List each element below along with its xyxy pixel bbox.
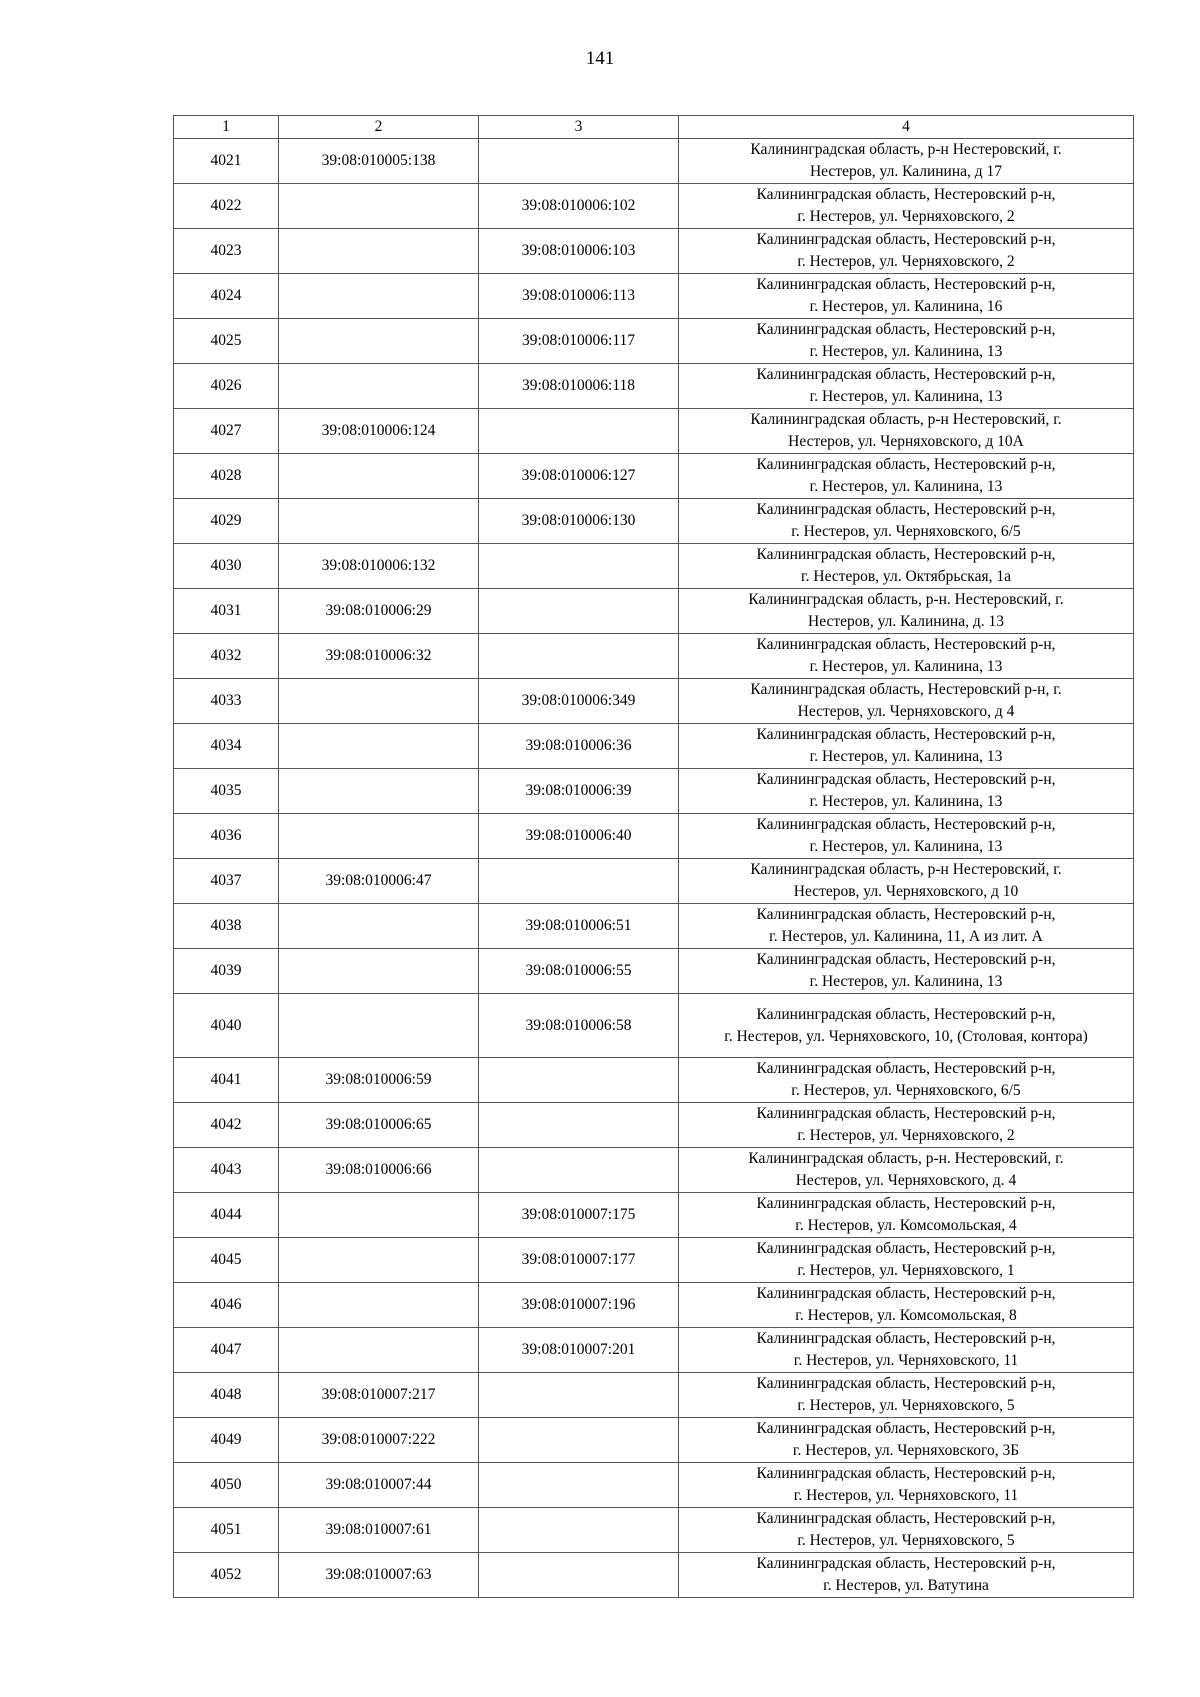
address-line: г. Нестеров, ул. Черняховского, 6/5 (791, 1082, 1021, 1099)
address-line: Калининградская область, Нестеровский р-н, (756, 1005, 1056, 1023)
related-cadastral-number-cell (479, 1418, 679, 1463)
cadastral-number-cell: 39:08:010007:61 (279, 1508, 479, 1553)
address-line: Калининградская область, Нестеровский р-н, (756, 1195, 1056, 1212)
address-line: г. Нестеров, ул. Черняховского, 3Б (792, 1442, 1020, 1459)
address-line: г. Нестеров, ул. Калинина, 13 (809, 973, 1003, 990)
cadastral-number-cell: 39:08:010007:63 (279, 1553, 479, 1598)
cadastral-number-cell: 39:08:010007:222 (279, 1418, 479, 1463)
header-row (174, 116, 1134, 139)
address-line: Калининградская область, Нестеровский р-н, (756, 771, 1056, 788)
cadastral-number-cell (279, 904, 479, 949)
address-line: г. Нестеров, ул. Калинина, 13 (809, 793, 1003, 810)
address-cell (679, 1373, 1134, 1418)
table-row (174, 949, 1134, 994)
table-row (174, 634, 1134, 679)
address-line: г. Нестеров, ул. Черняховского, 11 (793, 1487, 1019, 1504)
related-cadastral-number-cell (479, 544, 679, 589)
related-cadastral-number-cell: 39:08:010006:36 (479, 724, 679, 769)
row-number-cell: 4037 (174, 859, 279, 904)
related-cadastral-number-cell: 39:08:010007:177 (479, 1238, 679, 1283)
cadastral-number-cell (279, 769, 479, 814)
row-number-cell: 4049 (174, 1418, 279, 1463)
cadastral-number-cell: 39:08:010007:217 (279, 1373, 479, 1418)
row-number-cell: 4029 (174, 499, 279, 544)
address-cell (679, 679, 1134, 724)
table-row (174, 454, 1134, 499)
address-line: Калининградская область, р-н. Нестеровский, г. (748, 591, 1064, 608)
address-line: Калининградская область, Нестеровский р-н, (756, 1060, 1056, 1077)
cadastral-number-cell (279, 1193, 479, 1238)
cadastral-number-cell (279, 229, 479, 274)
table-row (174, 814, 1134, 859)
address-line: г. Нестеров, ул. Комсомольская, 8 (795, 1307, 1017, 1324)
address-cell (679, 229, 1134, 274)
address-line: Калининградская область, Нестеровский р-н, (756, 951, 1056, 968)
related-cadastral-number-cell (479, 1553, 679, 1598)
address-line: Нестеров, ул. Черняховского, д. 4 (795, 1172, 1017, 1189)
cadastral-number-cell: 39:08:010006:47 (279, 859, 479, 904)
table-body (174, 139, 1134, 1598)
related-cadastral-number-cell: 39:08:010007:196 (479, 1283, 679, 1328)
address-line: Нестеров, ул. Черняховского, д 4 (797, 703, 1015, 720)
related-cadastral-number-cell (479, 1058, 679, 1103)
cadastral-number-cell (279, 364, 479, 409)
row-number-cell: 4036 (174, 814, 279, 859)
address-line: Нестеров, ул. Черняховского, д 10А (788, 433, 1024, 450)
cadastral-number-cell (279, 454, 479, 499)
address-cell (679, 1103, 1134, 1148)
address-line: г. Нестеров, ул. Черняховского, 6/5 (791, 523, 1021, 540)
related-cadastral-number-cell: 39:08:010006:51 (479, 904, 679, 949)
address-line: Калининградская область, Нестеровский р-н, (756, 276, 1056, 293)
row-number-cell: 4045 (174, 1238, 279, 1283)
address-cell (679, 409, 1134, 454)
row-number-cell: 4046 (174, 1283, 279, 1328)
address-cell (679, 499, 1134, 544)
related-cadastral-number-cell: 39:08:010006:349 (479, 679, 679, 724)
address-cell (679, 634, 1134, 679)
related-cadastral-number-cell: 39:08:010006:55 (479, 949, 679, 994)
address-cell (679, 1283, 1134, 1328)
table-row (174, 904, 1134, 949)
address-line: Калининградская область, Нестеровский р-н, (756, 1510, 1056, 1527)
address-cell (679, 274, 1134, 319)
cadastral-number-cell (279, 499, 479, 544)
table-row (174, 1193, 1134, 1238)
row-number-cell: 4027 (174, 409, 279, 454)
address-line: Калининградская область, Нестеровский р-н, (756, 906, 1056, 923)
address-line: Калининградская область, Нестеровский р-н, (756, 816, 1056, 833)
related-cadastral-number-cell: 39:08:010006:117 (479, 319, 679, 364)
address-cell (679, 1553, 1134, 1598)
row-number-cell: 4048 (174, 1373, 279, 1418)
address-line: Калининградская область, Нестеровский р-н, (756, 726, 1056, 743)
related-cadastral-number-cell: 39:08:010006:130 (479, 499, 679, 544)
table-row (174, 499, 1134, 544)
cadastral-number-cell: 39:08:010006:132 (279, 544, 479, 589)
address-line: Калининградская область, Нестеровский р-н, (756, 1420, 1056, 1437)
table-row (174, 1283, 1134, 1328)
row-number-cell: 4023 (174, 229, 279, 274)
page-number: 141 (585, 48, 615, 69)
table-row (174, 1238, 1134, 1283)
address-cell (679, 1058, 1134, 1103)
address-line: г. Нестеров, ул. Ватутина (823, 1577, 989, 1594)
row-number-cell: 4038 (174, 904, 279, 949)
related-cadastral-number-cell (479, 1508, 679, 1553)
related-cadastral-number-cell: 39:08:010006:103 (479, 229, 679, 274)
address-line: г. Нестеров, ул. Комсомольская, 4 (795, 1217, 1017, 1234)
related-cadastral-number-cell (479, 1103, 679, 1148)
row-number-cell: 4024 (174, 274, 279, 319)
table-row (174, 409, 1134, 454)
address-line: Нестеров, ул. Калинина, д 17 (809, 163, 1003, 180)
row-number-cell: 4030 (174, 544, 279, 589)
related-cadastral-number-cell: 39:08:010006:58 (479, 994, 679, 1058)
address-line: Калининградская область, Нестеровский р-н, (756, 546, 1056, 563)
address-line: Калининградская область, р-н Нестеровский, г. (750, 411, 1062, 428)
address-cell (679, 814, 1134, 859)
related-cadastral-number-cell: 39:08:010006:113 (479, 274, 679, 319)
table-row (174, 319, 1134, 364)
cadastral-number-cell: 39:08:010006:59 (279, 1058, 479, 1103)
column-header-3: 3 (479, 116, 679, 139)
table-row (174, 1058, 1134, 1103)
table-row (174, 364, 1134, 409)
address-line: Калининградская область, Нестеровский р-н, (756, 1465, 1056, 1482)
cadastral-number-cell (279, 1283, 479, 1328)
address-line: Калининградская область, Нестеровский р-н, (756, 366, 1056, 383)
related-cadastral-number-cell (479, 1148, 679, 1193)
cadastral-number-cell (279, 274, 479, 319)
row-number-cell: 4035 (174, 769, 279, 814)
table-row (174, 139, 1134, 184)
address-line: Калининградская область, Нестеровский р-н, (756, 1240, 1056, 1257)
table-row (174, 1148, 1134, 1193)
table-row (174, 1463, 1134, 1508)
row-number-cell: 4044 (174, 1193, 279, 1238)
address-line: г. Нестеров, ул. Черняховского, 1 (797, 1262, 1015, 1279)
cadastral-number-cell: 39:08:010006:65 (279, 1103, 479, 1148)
address-line: Калининградская область, Нестеровский р-н, (756, 1105, 1056, 1122)
address-line: г. Нестеров, ул. Октябрьская, 1а (801, 568, 1011, 585)
row-number-cell: 4033 (174, 679, 279, 724)
cadastral-number-cell (279, 679, 479, 724)
address-line: г. Нестеров, ул. Калинина, 13 (809, 838, 1003, 855)
column-header-2: 2 (279, 116, 479, 139)
address-line: г. Нестеров, ул. Калинина, 16 (809, 298, 1003, 315)
address-line: г. Нестеров, ул. Черняховского, 5 (797, 1397, 1015, 1414)
row-number-cell: 4052 (174, 1553, 279, 1598)
related-cadastral-number-cell: 39:08:010006:40 (479, 814, 679, 859)
address-line: г. Нестеров, ул. Черняховского, 2 (797, 1127, 1015, 1144)
table-row (174, 859, 1134, 904)
cadastral-number-cell: 39:08:010006:29 (279, 589, 479, 634)
column-header-1: 1 (174, 116, 279, 139)
table-row (174, 589, 1134, 634)
address-cell (679, 859, 1134, 904)
related-cadastral-number-cell (479, 859, 679, 904)
address-cell (679, 364, 1134, 409)
row-number-cell: 4028 (174, 454, 279, 499)
cadastral-number-cell (279, 724, 479, 769)
related-cadastral-number-cell (479, 1463, 679, 1508)
cadastral-number-cell: 39:08:010006:66 (279, 1148, 479, 1193)
address-line: г. Нестеров, ул. Черняховского, 2 (797, 253, 1015, 270)
address-line: Калининградская область, Нестеровский р-н, (756, 186, 1056, 203)
related-cadastral-number-cell (479, 589, 679, 634)
cadastral-number-cell (279, 184, 479, 229)
table-row (174, 1103, 1134, 1148)
address-cell (679, 769, 1134, 814)
row-number-cell: 4039 (174, 949, 279, 994)
address-cell (679, 544, 1134, 589)
row-number-cell: 4051 (174, 1508, 279, 1553)
table-row (174, 769, 1134, 814)
address-cell (679, 1238, 1134, 1283)
row-number-cell: 4047 (174, 1328, 279, 1373)
table-row (174, 994, 1134, 1058)
related-cadastral-number-cell: 39:08:010006:102 (479, 184, 679, 229)
address-line: Калининградская область, Нестеровский р-н, (756, 636, 1056, 653)
address-line: г. Нестеров, ул. Черняховского, 5 (797, 1532, 1015, 1549)
address-cell (679, 1148, 1134, 1193)
cadastral-number-cell: 39:08:010005:138 (279, 139, 479, 184)
column-header-4: 4 (679, 116, 1134, 139)
address-line: Калининградская область, Нестеровский р-н, (756, 1285, 1056, 1302)
address-cell (679, 1508, 1134, 1553)
address-cell (679, 1463, 1134, 1508)
registry-table (173, 115, 1134, 1598)
related-cadastral-number-cell (479, 139, 679, 184)
address-cell (679, 139, 1134, 184)
related-cadastral-number-cell: 39:08:010006:127 (479, 454, 679, 499)
table-row (174, 274, 1134, 319)
address-cell (679, 319, 1134, 364)
row-number-cell: 4050 (174, 1463, 279, 1508)
address-cell (679, 1328, 1134, 1373)
row-number-cell: 4026 (174, 364, 279, 409)
address-line: Калининградская область, р-н. Нестеровский, г. (748, 1150, 1064, 1167)
row-number-cell: 4040 (174, 994, 279, 1058)
cadastral-number-cell: 39:08:010006:32 (279, 634, 479, 679)
row-number-cell: 4022 (174, 184, 279, 229)
address-line: Калининградская область, Нестеровский р-н, (756, 1555, 1056, 1572)
table-row (174, 724, 1134, 769)
address-line: г. Нестеров, ул. Черняховского, 2 (797, 208, 1015, 225)
address-cell (679, 1193, 1134, 1238)
cadastral-number-cell (279, 994, 479, 1058)
table-row (174, 1553, 1134, 1598)
address-line: г. Нестеров, ул. Калинина, 13 (809, 478, 1003, 495)
address-line: г. Нестеров, ул. Калинина, 11, А из лит. А (769, 928, 1043, 945)
address-line: Калининградская область, Нестеровский р-н, (756, 231, 1056, 248)
address-line: Калининградская область, Нестеровский р-н, г. (750, 681, 1062, 698)
cadastral-number-cell (279, 1328, 479, 1373)
address-line: Калининградская область, Нестеровский р-н, (756, 321, 1056, 338)
cadastral-number-cell (279, 1238, 479, 1283)
related-cadastral-number-cell (479, 634, 679, 679)
cadastral-number-cell (279, 814, 479, 859)
related-cadastral-number-cell: 39:08:010007:175 (479, 1193, 679, 1238)
address-cell (679, 184, 1134, 229)
row-number-cell: 4032 (174, 634, 279, 679)
related-cadastral-number-cell: 39:08:010006:118 (479, 364, 679, 409)
related-cadastral-number-cell (479, 1373, 679, 1418)
table-header (174, 116, 1134, 139)
address-line: Нестеров, ул. Калинина, д. 13 (808, 613, 1004, 630)
row-number-cell: 4034 (174, 724, 279, 769)
address-line: Калининградская область, р-н Нестеровский, г. (750, 141, 1062, 158)
row-number-cell: 4025 (174, 319, 279, 364)
address-line: г. Нестеров, ул. Черняховского, 11 (793, 1352, 1019, 1369)
address-line: Калининградская область, Нестеровский р-н, (756, 1375, 1056, 1392)
address-line: г. Нестеров, ул. Калинина, 13 (809, 748, 1003, 765)
cadastral-number-cell (279, 319, 479, 364)
cadastral-number-cell: 39:08:010007:44 (279, 1463, 479, 1508)
address-line: Калининградская область, Нестеровский р-н, (756, 501, 1056, 518)
address-line: г. Нестеров, ул. Калинина, 13 (809, 388, 1003, 405)
row-number-cell: 4021 (174, 139, 279, 184)
address-line: г. Нестеров, ул. Калинина, 13 (809, 658, 1003, 675)
cadastral-number-cell (279, 949, 479, 994)
related-cadastral-number-cell: 39:08:010006:39 (479, 769, 679, 814)
table-row (174, 1508, 1134, 1553)
address-cell (679, 904, 1134, 949)
related-cadastral-number-cell (479, 409, 679, 454)
address-cell (679, 949, 1134, 994)
address-cell (679, 1418, 1134, 1463)
address-line: Калининградская область, Нестеровский р-н, (756, 456, 1056, 473)
address-line: Нестеров, ул. Черняховского, д 10 (793, 883, 1019, 900)
table-row (174, 1328, 1134, 1373)
table-row (174, 1373, 1134, 1418)
address-cell (679, 589, 1134, 634)
address-line: Калининградская область, Нестеровский р-н, (756, 1330, 1056, 1347)
row-number-cell: 4031 (174, 589, 279, 634)
row-number-cell: 4042 (174, 1103, 279, 1148)
address-cell (679, 724, 1134, 769)
address-line: г. Нестеров, ул. Черняховского, 10, (Столовая, контора) (724, 1027, 1088, 1045)
cadastral-number-cell: 39:08:010006:124 (279, 409, 479, 454)
table-row (174, 544, 1134, 589)
address-cell (679, 994, 1134, 1058)
row-number-cell: 4043 (174, 1148, 279, 1193)
address-line: г. Нестеров, ул. Калинина, 13 (809, 343, 1003, 360)
table-row (174, 679, 1134, 724)
address-cell (679, 454, 1134, 499)
row-number-cell: 4041 (174, 1058, 279, 1103)
address-line: Калининградская область, р-н Нестеровский, г. (750, 861, 1062, 878)
table-row (174, 229, 1134, 274)
related-cadastral-number-cell: 39:08:010007:201 (479, 1328, 679, 1373)
table-row (174, 184, 1134, 229)
table-row (174, 1418, 1134, 1463)
